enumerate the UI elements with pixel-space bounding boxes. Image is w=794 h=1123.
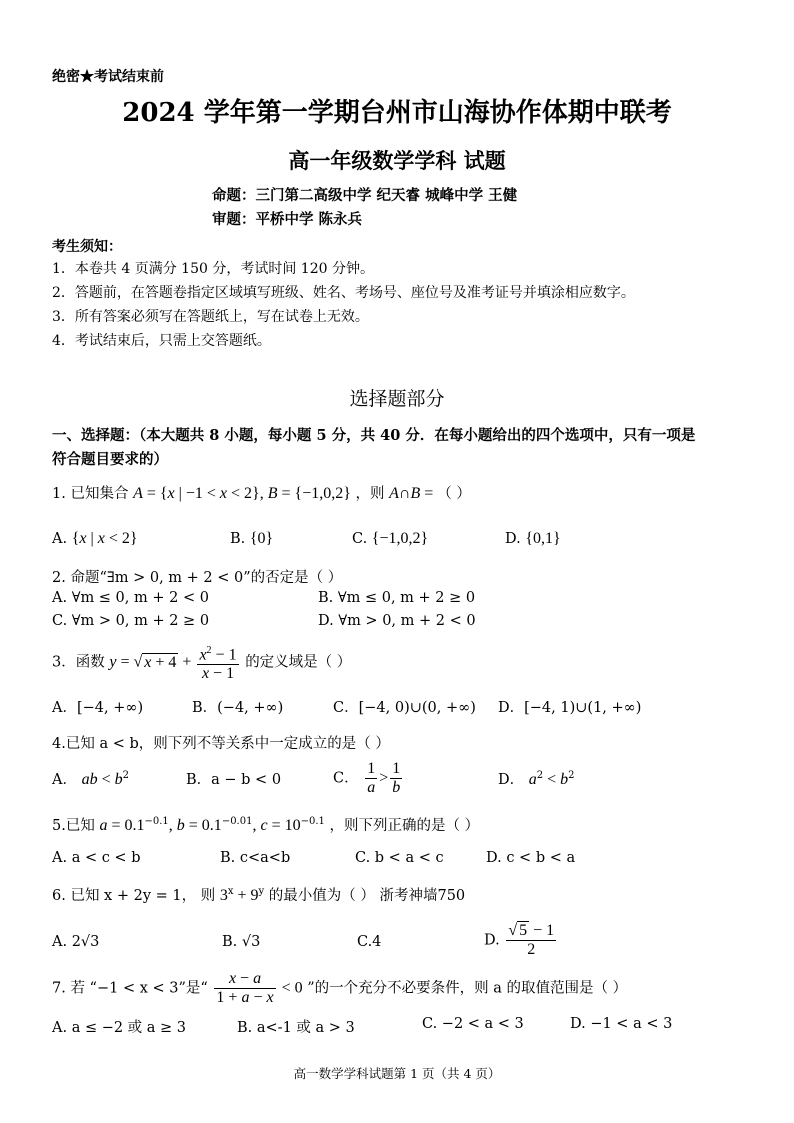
q7-option-b: B. a<-1 或 a > 3	[237, 1020, 355, 1036]
section-instruction: 一、选择题：（本大题共 8 小题，每小题 5 分，共 40 分．在每小题给出的四个选项中，只有一项是	[52, 427, 696, 444]
question-5: 5.已知 $a = 0.1^{-0.1}$, $b = 0.1^{-0.01}$, $c = 10^{-0.1}$ ，则下列正确的是（ ）	[52, 816, 480, 834]
q3-stem-pre: 3．函数	[52, 654, 105, 671]
q2-option-b: B. ∀m ≤ 0, m + 2 ≥ 0	[318, 590, 476, 606]
q5-option-d: D. c < b < a	[486, 850, 576, 866]
authors-line: 命题：三门第二高级中学 纪天睿 城峰中学 王健	[212, 187, 518, 204]
q6-option-d: D. $\frac{√ 5 - 1}{2}$	[484, 922, 555, 958]
note-item: 4．考试结束后，只需上交答题纸。	[52, 333, 271, 349]
question-4: 4.已知 a < b，则下列不等关系中一定成立的是（ ）	[52, 736, 390, 752]
q4-option-c: C． $\frac{1}{a}$ > $\frac{1}{b}$	[333, 760, 401, 796]
q4-option-d: D． $a^2 < b^2$	[498, 770, 575, 788]
q4-option-a: A． ab < $b^2$	[52, 770, 129, 788]
q1-stem-pre: 1. 已知集合	[52, 486, 129, 502]
q3-stem-post: 的定义域是（ ）	[245, 654, 352, 671]
q2-option-c: C. ∀m > 0, m + 2 ≥ 0	[52, 613, 210, 629]
q2-option-d: D. ∀m > 0, m + 2 < 0	[318, 613, 476, 629]
q1-option-b: B. {0}	[230, 530, 274, 547]
q1-option-a: A. {x | x < 2}	[52, 530, 138, 547]
q1-stem-end: （ ）	[437, 486, 471, 502]
question-3: 3．函数 y = √ x + 4 + $\frac{x^2 - 1}{x - 1}$ 的定义域是（ ）	[52, 642, 351, 683]
question-1: 1. 已知集合 A = {x | −1 < x < 2}, B = {−1,0,2} ，则 A∩B = （ ）	[52, 485, 471, 502]
question-7: 7. 若 “−1 < x < 3”是“ $\frac{x - a}{1 + a - x}$ < 0 ”的一个充分不必要条件，则 a 的取值范围是（ ）	[52, 970, 628, 1006]
q1-option-d: D. {0,1}	[505, 530, 561, 547]
q7-option-a: A. a ≤ −2 或 a ≥ 3	[52, 1020, 187, 1036]
section-title: 选择题部分	[349, 388, 445, 410]
q7-option-d: D. −1 < a < 3	[570, 1016, 673, 1032]
q3-option-b: B．(−4, +∞)	[192, 700, 284, 716]
q7-stem-pre: 7. 若 “−1 < x < 3”是“	[52, 980, 208, 997]
q5-stem-pre: 5.已知	[52, 818, 95, 834]
question-6: 6. 已知 x + 2y = 1， 则 $3^x + 9^y$ 的最小值为（ ） 浙考神墙750	[52, 886, 466, 904]
q6-option-c: C.4	[357, 934, 382, 950]
exam-subtitle: 高一年级数学学科 试题	[288, 148, 506, 173]
note-item: 2．答题前，在答题卷指定区域填写班级、姓名、考场号、座位号及准考证号并填涂相应数字。	[52, 285, 635, 301]
q2-option-a: A. ∀m ≤ 0, m + 2 < 0	[52, 590, 209, 606]
exam-title: 2024 学年第一学期台州市山海协作体期中联考	[122, 98, 672, 128]
page-footer: 高一数学学科试题第 1 页（共 4 页）	[293, 1066, 501, 1081]
q1-stem-post: ，则	[355, 486, 385, 502]
reviewer-line: 审题：平桥中学 陈永兵	[212, 211, 363, 228]
q5-stem-post: ，则下列正确的是（ ）	[329, 818, 480, 834]
note-item: 3．所有答案必须写在答题纸上，写在试卷上无效。	[52, 309, 369, 325]
q6-stem-post: 的最小值为（ ） 浙考神墙750	[268, 888, 466, 904]
q6-option-b: B. √3	[222, 934, 261, 950]
section-instruction-cont: 符合题目要求的）	[52, 451, 168, 468]
q5-option-b: B. c<a<b	[220, 850, 291, 866]
question-2: 2. 命题“∃m > 0, m + 2 < 0”的否定是（ ）	[52, 570, 343, 586]
q3-option-d: D．[−4, 1)∪(1, +∞)	[498, 700, 642, 716]
q3-option-c: C．[−4, 0)∪(0, +∞)	[333, 700, 476, 716]
q3-option-a: A．[−4, +∞)	[52, 700, 144, 716]
q5-option-c: C. b < a < c	[355, 850, 444, 866]
q5-option-a: A. a < c < b	[52, 850, 141, 866]
secret-label: 绝密★考试结束前	[52, 69, 164, 85]
q1-option-c: C. {−1,0,2}	[352, 530, 429, 547]
q6-stem-pre: 6. 已知 x + 2y = 1， 则	[52, 888, 216, 904]
q4-option-b: B．a − b < 0	[186, 772, 282, 788]
q7-option-c: C. −2 < a < 3	[422, 1016, 524, 1032]
note-item: 1．本卷共 4 页满分 150 分，考试时间 120 分钟。	[52, 261, 374, 277]
q6-option-a: A. 2√3	[52, 934, 100, 950]
q7-stem-post: ”的一个充分不必要条件，则 a 的取值范围是（ ）	[307, 980, 628, 997]
notes-heading: 考生须知：	[52, 239, 122, 255]
